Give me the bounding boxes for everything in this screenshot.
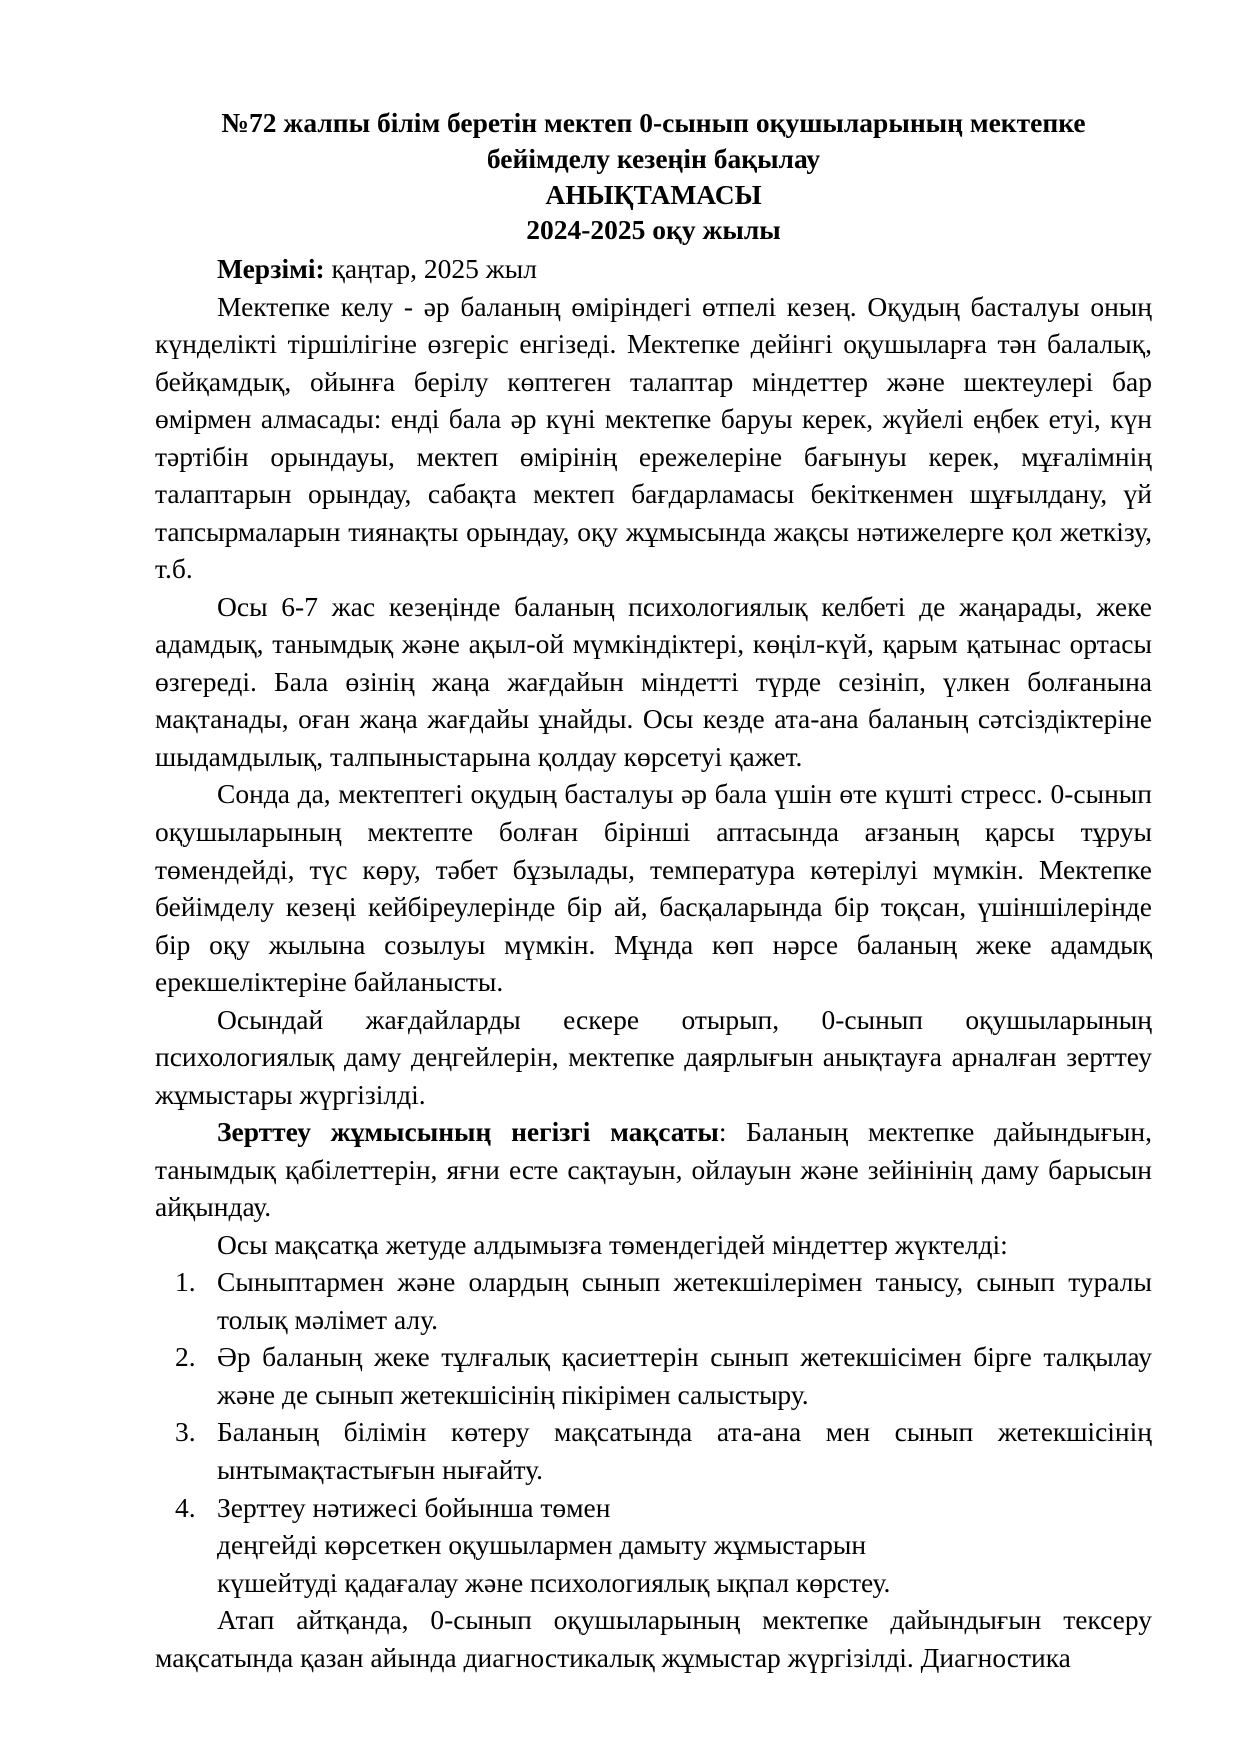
tasks-list [155,1263,1152,1601]
paragraph-research-goal [155,1113,1152,1226]
document-body [155,105,1152,1676]
research-goal-label: Зерттеу жұмысының негізгі мақсаты [217,1116,719,1148]
date-label: Мерзімі: [217,253,325,284]
list-item-line-2: деңгейді көрсеткен оқушылармен дамыту жұмыстарын [217,1529,867,1561]
list-item: Әр баланың жеке тұлғалық қасиеттерін сынып жетекшісімен бірге талқылау және де сынып жетекшісінің пікірімен салыстыру. [217,1341,1152,1410]
paragraph-stress: Сонда да, мектептегі оқудың басталуы әр бала үшін өте күшті стресс. 0-сынып оқушыларының мектепте болған бірінші аптасында ағзаның қарсы тұруы төмендейді, түс көру, тәбет бұзылады, температура көтерілуі мүмкін. Мектепке бейімделу кезеңі кейбіреулерінде бір ай, басқаларында бір тоқсан, үшіншілерінде бір оқу жылына созылуы мүмкін. Мұнда көп нәрсе баланың жеке адамдық ерекшеліктеріне байланысты. [155,778,1152,998]
date-line [155,250,1152,288]
heading-line-3-anyqtamasy: АНЫҚТАМАСЫ [545,178,762,210]
paragraph-research-conducted: Осындай жағдайларды ескере отырып, 0-сынып оқушыларының психологиялық даму деңгейлерін, мектепке даярлығын анықтауға арналған зерттеу жұмыстары жүргізілді. [155,1003,1152,1110]
paragraph-age-period: Осы 6-7 жас кезеңінде баланың психологиялық келбеті де жаңарады, жеке адамдық, танымдық және ақыл-ой мүмкіндіктері, көңіл-күй, қарым қатынас ортасы өзгереді. Бала өзінің жаңа жағдайын міндетті түрде сезініп, үлкен болғанына мақтанады, оған жаңа жағдайы ұнайды. Осы кезде ата-ана баланың сәтсіздіктеріне шыдамдылық, талпыныстарына қолдау көрсетуі қажет. [155,590,1152,772]
document-heading [155,105,1152,248]
list-item: Баланың білімін көтеру мақсатында ата-ана мен сынып жетекшісінің ынтымақтастығын нығайту. [217,1416,1152,1485]
heading-line-1: №72 жалпы білім беретін мектеп 0-сынып оқушыларының мектепке [221,107,1086,138]
list-item-line-1: Зерттеу нәтижесі бойынша төмен [217,1491,611,1523]
paragraph-intro: Мектепке келу - әр баланың өміріндегі өтпелі кезең. Оқудың басталуы оның күнделікті тіршілігіне өзгеріс енгізеді. Мектепке дейінгі оқушыларға тән балалық, бейқамдық, ойынға берілу көптеген талаптар міндеттер және шектеулері бар өмірмен алмасады: енді бала әр күні мектепке баруы керек, жүйелі еңбек етуі, күн тәртібін орындауы, мектеп өмірінің ережелеріне бағынуы керек, мұғалімнің талаптарын орындау, сабақта мектеп бағдарламасы бекіткенмен шұғылдану, үй тапсырмаларын тиянақты орындау, оқу жұмысында жақсы нәтижелерге қол жеткізу, т.б. [155,290,1152,585]
tasks-intro: Осы мақсатқа жетуде алдымызға төмендегідей міндеттер жүктелді: [217,1228,1008,1260]
heading-line-2: бейімделу кезеңін бақылау [486,142,821,174]
heading-line-4-academic-year: 2024-2025 оқу жылы [526,214,781,246]
paragraph-closing: Атап айтқанда, 0-сынып оқушыларының мектепке дайындығын тексеру мақсатында қазан айында диагностикалық жұмыстар жүргізілді. Диагностика [155,1604,1152,1673]
list-item [155,1489,1152,1602]
list-item-line-3: күшейтуді қадағалау және психологиялық ықпал көрстеу. [217,1566,891,1598]
list-item: Сыныптармен және олардың сынып жетекшілерімен танысу, сынып туралы толық мәлімет алу. [217,1266,1152,1335]
research-goal-text: : Баланың мектепке дайындығын, танымдық қабілеттерін, яғни есте сақтауын, ойлауын және зейінінің даму барысын айқындау. [155,1116,1152,1223]
date-value: қаңтар, 2025 жыл [324,253,537,284]
